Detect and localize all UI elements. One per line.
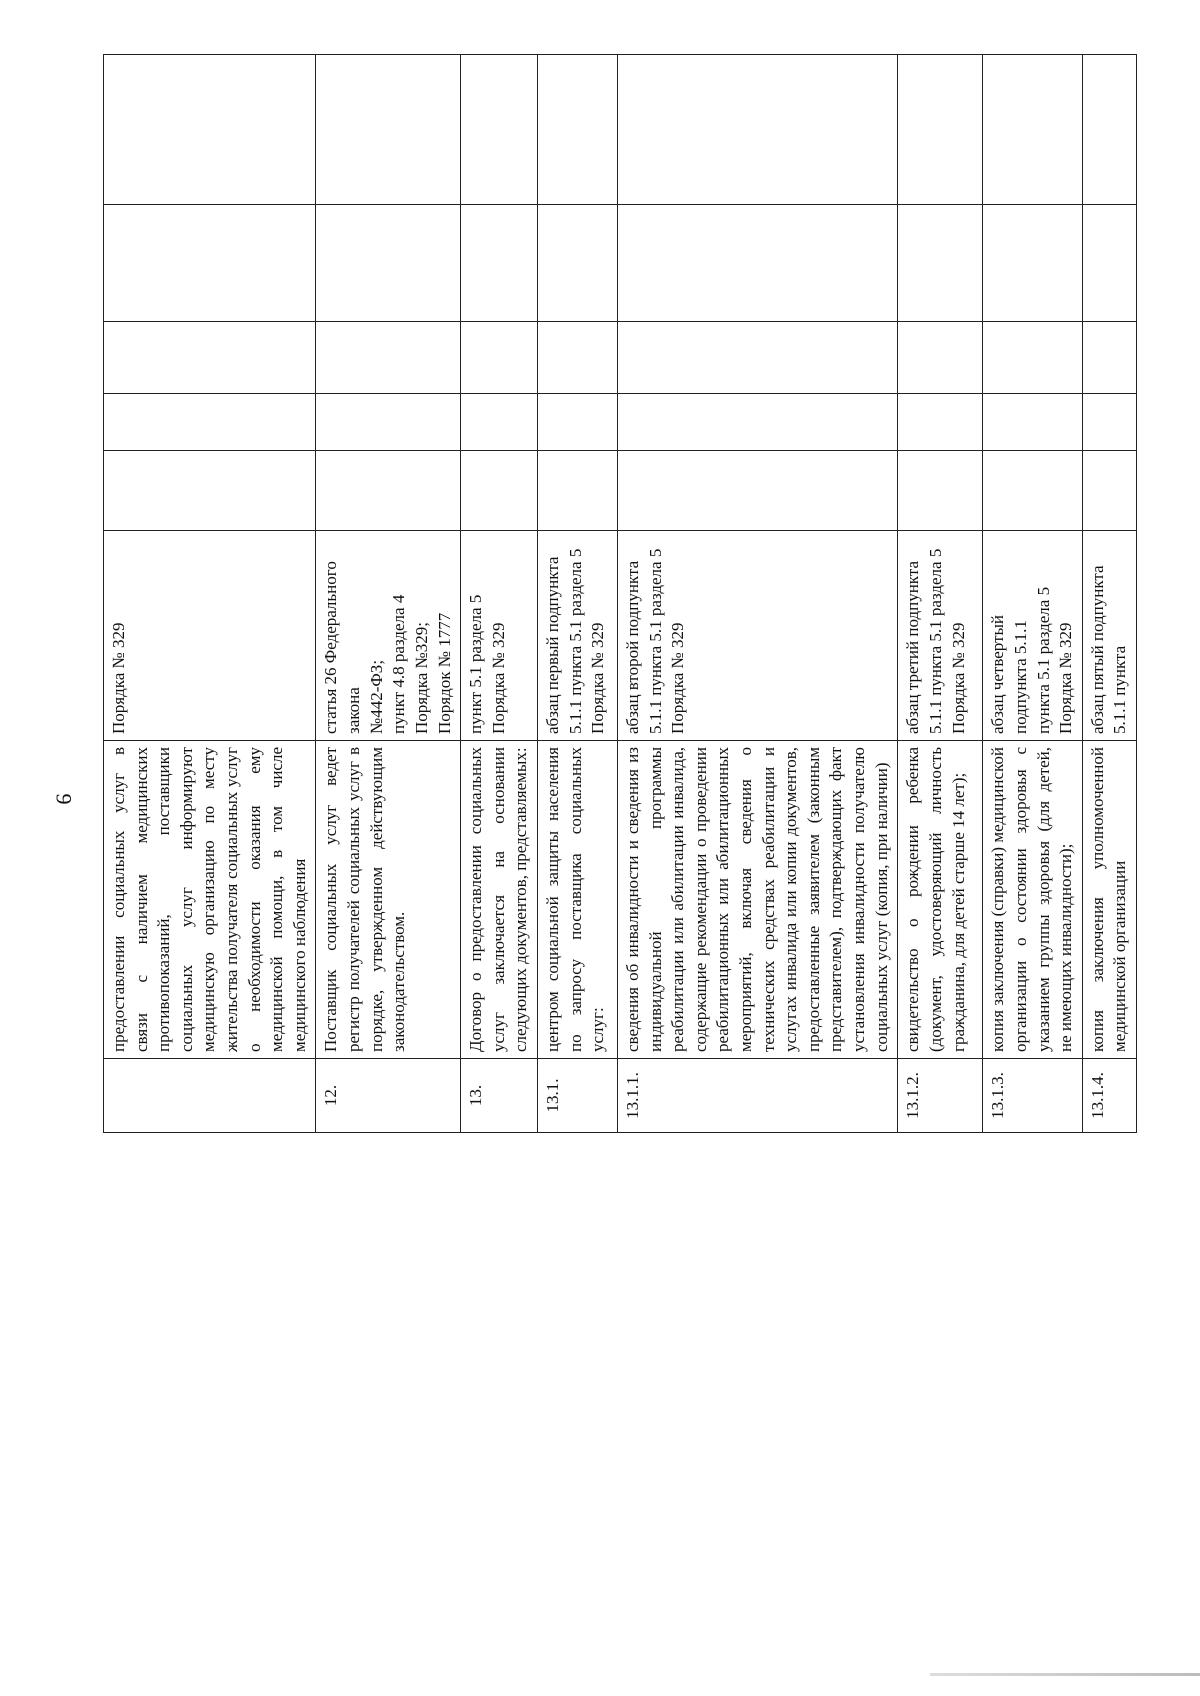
empty-cell — [104, 451, 316, 531]
legal-reference-line: абзац четвертый подпункта 5.1.1 — [988, 614, 1030, 734]
page-number: 9 — [51, 793, 77, 805]
row-number-cell: 12. — [316, 1059, 461, 1133]
empty-cell — [983, 205, 1082, 322]
empty-cell — [316, 322, 461, 394]
empty-cell — [537, 394, 617, 451]
empty-cell — [1082, 394, 1136, 451]
legal-reference-cell — [898, 531, 983, 741]
empty-cell — [104, 55, 316, 205]
legal-reference-cell — [617, 531, 897, 741]
legal-reference-line: абзац пятый подпункта 5.1.1 пункта — [1087, 565, 1130, 734]
empty-cell — [617, 394, 897, 451]
empty-cell — [1082, 55, 1136, 205]
requirement-text-cell: предоставлении социальных услуг в связи с наличием медицинских противопоказаний, поставщики социальных услуг информируют медицинскую организацию по месту жительства получателя социальных услуг о необходимости оказания ему медицинской помощи, в том числе медицинского наблюдения — [104, 741, 316, 1059]
legal-reference-cell — [461, 531, 538, 741]
empty-cell — [537, 55, 617, 205]
requirement-text-cell: Договор о предоставлении социальных услуг заключается на основании следующих документов, представляемых: — [461, 741, 538, 1059]
legal-reference-line: Порядка № 329 — [109, 622, 128, 734]
legal-reference-cell — [983, 531, 1082, 741]
empty-cell — [316, 451, 461, 531]
legal-reference-line: Порядок № 1777 — [434, 612, 454, 734]
empty-cell — [316, 55, 461, 205]
empty-cell — [617, 55, 897, 205]
empty-cell — [104, 205, 316, 322]
legal-reference-line: пункт 5.1 раздела 5 Порядка № 329 — [466, 594, 508, 734]
table-body — [104, 55, 1137, 1133]
empty-cell — [898, 394, 983, 451]
table-row — [461, 55, 538, 1133]
row-number-cell: 13.1.4. — [1082, 1059, 1136, 1133]
legal-reference-line: абзац третий подпункта 5.1.1 пункта 5.1 раздела 5 Порядка № 329 — [903, 548, 968, 734]
empty-cell — [104, 322, 316, 394]
row-number-cell: 13.1.1. — [617, 1059, 897, 1133]
empty-cell — [617, 205, 897, 322]
table-row — [316, 55, 461, 1133]
legal-reference-cell — [537, 531, 617, 741]
empty-cell — [1082, 205, 1136, 322]
empty-cell — [983, 394, 1082, 451]
requirement-text-cell: копия заключения уполномоченной медицинской организации — [1082, 741, 1136, 1059]
empty-cell — [617, 322, 897, 394]
empty-cell — [537, 205, 617, 322]
empty-cell — [1082, 322, 1136, 394]
empty-cell — [461, 451, 538, 531]
requirement-text-cell: сведения об инвалидности и сведения из индивидуальной программы реабилитации или абилитации инвалида, содержащие рекомендации о проведении реабилитационных или абилитационных мероприятий, включая сведения о технических средствах реабилитации и услугах инвалида или копии документов, предоставленные заявителем (законным представителем), подтверждающих факт установления инвалидности получателю социальных услуг (копия, при наличии) — [617, 741, 897, 1059]
legal-reference-cell — [1082, 531, 1136, 741]
empty-cell — [461, 205, 538, 322]
requirement-text-cell: свидетельство о рождении ребенка (документ, удостоверяющий личность гражданина, для детей старше 14 лет); — [898, 741, 983, 1059]
legal-reference-cell — [316, 531, 461, 741]
legal-reference-line: №442-ФЗ; — [366, 659, 386, 734]
row-number-cell — [104, 1059, 316, 1133]
empty-cell — [898, 322, 983, 394]
empty-cell — [983, 322, 1082, 394]
requirement-text-cell: центром социальной защиты населения по запросу поставщика социальных услуг: — [537, 741, 617, 1059]
table-row — [104, 55, 316, 1133]
legal-reference-line: абзац второй подпункта 5.1.1 пункта 5.1 раздела 5 Порядка № 329 — [622, 548, 688, 734]
empty-cell — [983, 451, 1082, 531]
table-row — [1082, 55, 1136, 1133]
requirement-text-cell: копия заключения (справки) медицинской организации о состоянии здоровья с указанием группы здоровья (для детей, не имеющих инвалидности); — [983, 741, 1082, 1059]
empty-cell — [898, 55, 983, 205]
legal-reference-line: пункт 4.8 раздела 4 Порядка №329; — [389, 594, 431, 734]
empty-cell — [461, 55, 538, 205]
legal-reference-line: пункта 5.1 раздела 5 Порядка № 329 — [1033, 586, 1076, 734]
empty-cell — [898, 205, 983, 322]
empty-cell — [537, 451, 617, 531]
legal-reference-line: статья 26 Федерального закона — [321, 561, 364, 734]
row-number-cell: 13.1.3. — [983, 1059, 1082, 1133]
legal-reference-cell — [104, 531, 316, 741]
requirements-table — [103, 54, 1137, 1133]
empty-cell — [1082, 451, 1136, 531]
table-row — [617, 55, 897, 1133]
empty-cell — [104, 394, 316, 451]
table-row — [983, 55, 1082, 1133]
table-row — [537, 55, 617, 1133]
table-row — [898, 55, 983, 1133]
row-number-cell: 13.1.2. — [898, 1059, 983, 1133]
legal-reference-line: абзац первый подпункта 5.1.1 пункта 5.1 раздела 5 Порядка № 329 — [542, 548, 608, 734]
empty-cell — [617, 451, 897, 531]
empty-cell — [461, 322, 538, 394]
requirement-text-cell: Поставщик социальных услуг ведет регистр получателей социальных услуг в порядке, утвержденном действующим законодательством. — [316, 741, 461, 1059]
empty-cell — [316, 394, 461, 451]
row-number-cell: 13.1. — [537, 1059, 617, 1133]
empty-cell — [316, 205, 461, 322]
empty-cell — [898, 451, 983, 531]
scan-edge-mark — [930, 1673, 1200, 1676]
empty-cell — [461, 394, 538, 451]
rotated-page-content — [103, 55, 1153, 1133]
empty-cell — [983, 55, 1082, 205]
empty-cell — [537, 322, 617, 394]
row-number-cell: 13. — [461, 1059, 538, 1133]
